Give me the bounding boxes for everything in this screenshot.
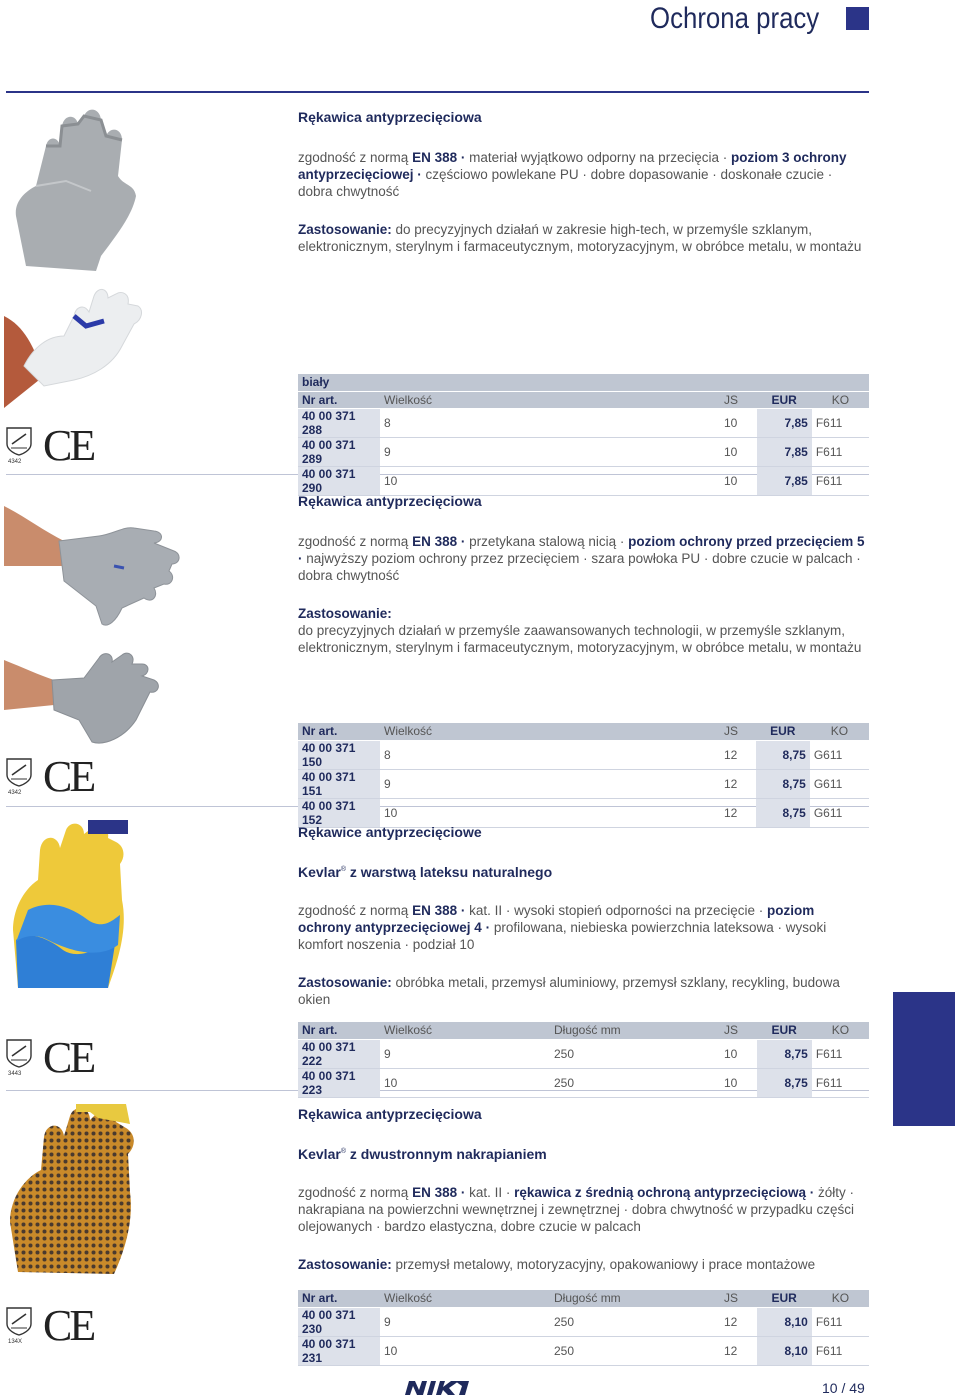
subtitle-rest: z dwustronnym nakrapianiem [345, 1146, 547, 1162]
header-square-decoration [846, 7, 869, 30]
art-no: 40 00 371 152 [298, 798, 380, 827]
col-header: Nr art. [298, 723, 380, 740]
product-description [298, 1184, 870, 1235]
usage-label: Zastosowanie: [298, 606, 392, 621]
product-usage [298, 974, 870, 1008]
description-text: profilowana, niebieska powierzchnia lateksowa · wysoki komfort noszenia · podział 10 [298, 920, 827, 952]
col-header: Nr art. [298, 1022, 380, 1039]
en388-code: 4342 [8, 790, 22, 796]
col-header: Wielkość [380, 723, 720, 740]
subtitle-brand: Kevlar [298, 1146, 341, 1162]
art-no: 40 00 371 222 [298, 1039, 380, 1068]
page-title: Ochrona pracy [650, 2, 820, 35]
description-highlight: poziom ochrony antyprzecięciowej 4 · [298, 903, 815, 935]
description-text: częściowo powlekane PU · dobre dopasowanie · doskonałe czucie · dobra chwytność [298, 167, 833, 199]
certification-marks [5, 752, 94, 801]
usage-text: do precyzyjnych działań w przemyśle zaawansowanych technologii, w przemyśle szklanym, elektronicznym, sterylnym i farmaceutycznym, motoryzacyjnym, w obróbce metalu, w montażu [298, 623, 862, 655]
yellow-blue-latex-glove-image [8, 820, 138, 990]
description-text: zgodność z normą [298, 903, 413, 918]
code: G611 [810, 798, 869, 827]
product-table [298, 374, 869, 496]
col-header: Nr art. [298, 1290, 380, 1307]
product-2 [298, 493, 870, 656]
unit: 12 [720, 740, 756, 769]
subtitle-brand: Kevlar [298, 864, 341, 880]
variant-label: biały [298, 374, 869, 391]
product-usage [298, 1256, 870, 1273]
col-header: Wielkość [380, 1290, 550, 1307]
price: 8,75 [756, 798, 810, 827]
size: 10 [380, 466, 720, 495]
unit: 12 [720, 798, 756, 827]
product-table [298, 1022, 869, 1098]
product-usage [298, 605, 870, 656]
product-title: Rękawica antyprzecięciowa [298, 109, 482, 125]
description-highlight: EN 388 · [412, 1185, 470, 1200]
col-header: Długość mm [550, 1290, 720, 1307]
length: 250 [550, 1307, 720, 1336]
size: 9 [380, 1039, 550, 1068]
price: 8,75 [756, 740, 810, 769]
length: 250 [550, 1068, 720, 1097]
table-row [298, 466, 869, 495]
product-subtitle [298, 864, 870, 880]
grey-cut-glove-image [6, 106, 141, 274]
usage-label: Zastosowanie: [298, 1257, 392, 1272]
description-text: zgodność z normą [298, 534, 413, 549]
price: 7,85 [757, 466, 812, 495]
code: F611 [812, 1336, 869, 1365]
art-no: 40 00 371 290 [298, 466, 380, 495]
table-row [298, 1336, 869, 1365]
art-no: 40 00 371 289 [298, 437, 380, 466]
size: 9 [380, 1307, 550, 1336]
col-header: EUR [757, 391, 812, 408]
description-highlight: poziom 3 ochrony antyprzecięciowej · [298, 150, 847, 182]
product-description [298, 533, 870, 584]
price: 7,85 [757, 408, 812, 437]
price: 7,85 [757, 437, 812, 466]
en388-code: 4342 [8, 459, 22, 465]
unit: 10 [720, 1039, 757, 1068]
description-text: przetykana stalową nicią · [469, 534, 629, 549]
certification-marks [5, 421, 94, 470]
code: F611 [812, 466, 869, 495]
col-header: JS [720, 391, 757, 408]
dotted-kevlar-glove-image [6, 1102, 146, 1277]
ce-mark: CE [43, 1301, 94, 1350]
code: F611 [812, 1307, 869, 1336]
code: F611 [812, 1068, 869, 1097]
price: 8,75 [757, 1039, 812, 1068]
en388-code: 134X [8, 1339, 23, 1345]
usage-label: Zastosowanie: [298, 975, 392, 990]
art-no: 40 00 371 288 [298, 408, 380, 437]
product-1 [298, 109, 870, 255]
table-row [298, 798, 869, 827]
table-row [298, 1307, 869, 1336]
description-highlight: EN 388 · [412, 534, 470, 549]
description-highlight: EN 388 · [412, 150, 470, 165]
col-header: KO [812, 391, 869, 408]
col-header: EUR [756, 723, 810, 740]
col-header: Wielkość [380, 391, 720, 408]
col-header: KO [812, 1290, 869, 1307]
grey-steel-glove-image [4, 496, 184, 631]
registered-mark: ® [340, 866, 346, 873]
price: 8,75 [757, 1068, 812, 1097]
table-row [298, 1039, 869, 1068]
price: 8,10 [757, 1336, 812, 1365]
size: 10 [380, 1068, 550, 1097]
white-glove-on-hand-image [4, 276, 144, 408]
col-header: Długość mm [550, 1022, 720, 1039]
size: 10 [380, 1336, 550, 1365]
col-header: JS [720, 723, 756, 740]
en388-shield-icon [5, 426, 33, 456]
subtitle-rest: z warstwą lateksu naturalnego [345, 864, 553, 880]
col-header: Nr art. [298, 391, 380, 408]
code: F611 [812, 408, 869, 437]
code: G611 [810, 740, 869, 769]
usage-text: do precyzyjnych działań w zakresie high-tech, w przemyśle szklanym, elektronicznym, sterylnym i farmaceutycznym, motoryzacyjnym, w obróbce metalu, w montażu [298, 222, 862, 254]
table-row [298, 437, 869, 466]
product-title: Rękawica antyprzecięciowa [298, 493, 482, 509]
ce-mark: CE [43, 752, 94, 801]
unit: 12 [720, 769, 756, 798]
usage-label: Zastosowanie: [298, 222, 392, 237]
description-text: materiał wyjątkowo odporny na przecięcia · [469, 150, 731, 165]
table-row [298, 769, 869, 798]
table-row [298, 740, 869, 769]
description-highlight: poziom ochrony przed przecięciem 5 · [298, 534, 865, 566]
product-table [298, 1290, 869, 1366]
art-no: 40 00 371 151 [298, 769, 380, 798]
size: 9 [380, 437, 720, 466]
col-header: EUR [757, 1022, 812, 1039]
table-row [298, 408, 869, 437]
col-header: KO [810, 723, 869, 740]
grey-steel-glove-image [4, 650, 164, 750]
description-highlight: rękawica z średnią ochroną antyprzecięciową · [514, 1185, 818, 1200]
price: 8,10 [757, 1307, 812, 1336]
table-row [298, 1068, 869, 1097]
description-text: kat. II · wysoki stopień odporności na przecięcie · [469, 903, 767, 918]
description-text: żółty · nakrapiana na powierzchni wewnętrznej i zewnętrznej · dobra chwytność w przypadku części olejowanych · bardzo elastyczna, dobre czucie w palcach [298, 1185, 855, 1234]
certification-marks [5, 1033, 94, 1082]
product-title: Rękawice antyprzecięciowe [298, 824, 482, 840]
col-header: EUR [757, 1290, 812, 1307]
code: F611 [812, 1039, 869, 1068]
product-4 [298, 1106, 870, 1273]
header-rule [6, 91, 869, 93]
size: 8 [380, 740, 720, 769]
en388-code: 3443 [8, 1071, 22, 1077]
ce-mark: CE [43, 1033, 94, 1082]
product-usage [298, 221, 870, 255]
description-text: najwyższy poziom ochrony przez przecięciem · szara powłoka PU · dobre czucie w palcach · dobra chwytność [298, 551, 861, 583]
unit: 10 [720, 466, 757, 495]
unit: 10 [720, 1068, 757, 1097]
product-description [298, 149, 870, 200]
col-header: KO [812, 1022, 869, 1039]
art-no: 40 00 371 150 [298, 740, 380, 769]
size: 10 [380, 798, 720, 827]
unit: 12 [720, 1307, 757, 1336]
length: 250 [550, 1039, 720, 1068]
product-table [298, 723, 869, 828]
en388-shield-icon [5, 757, 33, 787]
product-description [298, 902, 870, 953]
col-header: JS [720, 1022, 757, 1039]
art-no: 40 00 371 230 [298, 1307, 380, 1336]
code: G611 [810, 769, 869, 798]
unit: 12 [720, 1336, 757, 1365]
art-no: 40 00 371 223 [298, 1068, 380, 1097]
size: 8 [380, 408, 720, 437]
product-title: Rękawica antyprzecięciowa [298, 1106, 482, 1122]
description-text: kat. II · [469, 1185, 515, 1200]
unit: 10 [720, 408, 757, 437]
en388-shield-icon [5, 1306, 33, 1336]
product-subtitle [298, 1146, 870, 1162]
product-3 [298, 824, 870, 1008]
en388-shield-icon [5, 1038, 33, 1068]
usage-text: przemysł metalowy, motoryzacyjny, opakowaniowy i prace montażowe [391, 1257, 816, 1272]
size: 9 [380, 769, 720, 798]
col-header: JS [720, 1290, 757, 1307]
description-text: zgodność z normą [298, 150, 413, 165]
usage-text: obróbka metali, przemysł aluminiowy, przemysł szklany, recykling, budowa okien [298, 975, 840, 1007]
length: 250 [550, 1336, 720, 1365]
art-no: 40 00 371 231 [298, 1336, 380, 1365]
certification-marks [5, 1301, 94, 1350]
description-highlight: EN 388 · [412, 903, 470, 918]
page-number: 10 / 49 [822, 1380, 865, 1396]
col-header: Wielkość [380, 1022, 550, 1039]
unit: 10 [720, 437, 757, 466]
registered-mark: ® [340, 1148, 346, 1155]
description-text: zgodność z normą [298, 1185, 413, 1200]
code: F611 [812, 437, 869, 466]
ce-mark: CE [43, 421, 94, 470]
brand-logo [405, 1380, 469, 1396]
side-chapter-tab[interactable] [893, 992, 955, 1126]
price: 8,75 [756, 769, 810, 798]
